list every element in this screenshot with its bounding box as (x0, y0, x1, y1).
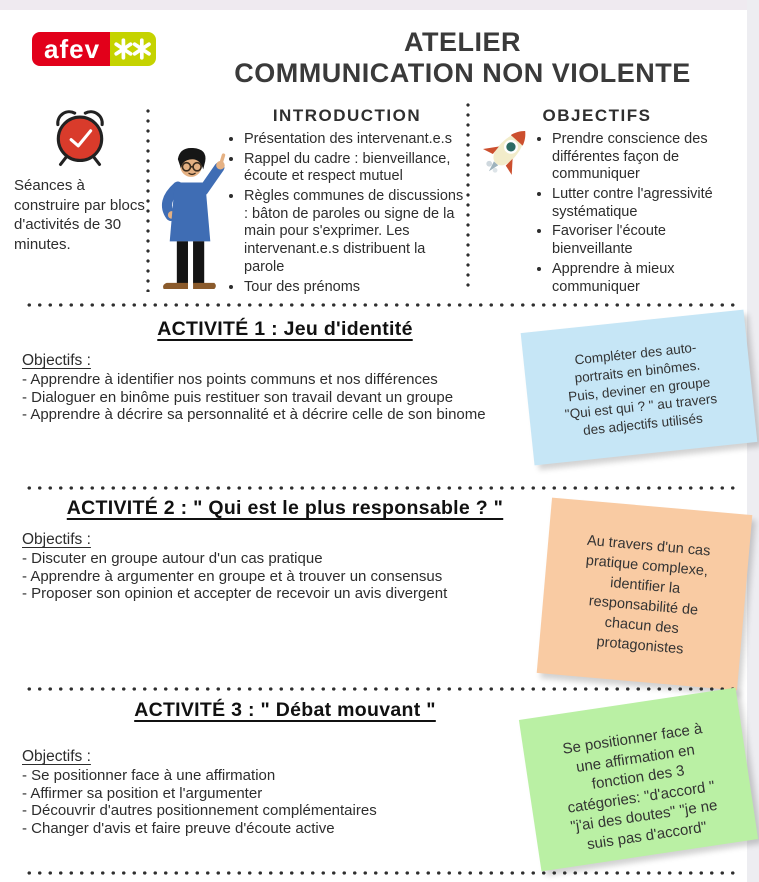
objectifs-column (478, 106, 746, 298)
dotted-separator-right (466, 100, 470, 292)
activity-1-title: ACTIVITÉ 1 : Jeu d'identité (157, 318, 413, 340)
sticky-note-orange (537, 498, 753, 691)
dotted-divider (24, 486, 738, 490)
list-item: • Prendre conscience des différentes façon de communiquer (552, 131, 746, 184)
dotted-divider (24, 871, 738, 875)
page-title-line2: COMMUNICATION NON VIOLENTE (234, 57, 691, 88)
list-item: • Apprendre à mieux communiquer (552, 261, 746, 296)
list-item: • Rappel du cadre : bienveillance, écoute et respect mutuel (244, 151, 468, 186)
list-item: • Favoriser l'écoute bienveillante (552, 223, 746, 258)
objective-line: - Apprendre à argumenter en groupe et à trouver un consensus (22, 567, 443, 585)
activity-2-title: ACTIVITÉ 2 : " Qui est le plus responsable ? " (66, 497, 504, 519)
rocket-icon (480, 120, 538, 178)
afev-logo (32, 32, 156, 66)
objective-line: - Dialoguer en binôme puis restituer son travail devant un groupe (22, 388, 454, 406)
afev-stars-icon (110, 32, 156, 66)
dotted-divider (24, 303, 738, 307)
top-strip (0, 0, 759, 10)
objective-line: - Découvrir d'autres positionnement complémentaires (22, 802, 377, 819)
activity-2-objectives (22, 550, 500, 603)
sticky-note-blue (521, 310, 758, 466)
list-item: • Tour des prénoms (244, 279, 468, 297)
activity-3-section (10, 699, 560, 837)
sticky-note-text: Compléter des auto- portraits en binômes. Puis, deviner en groupe "Qui est qui ? " au travers des adjectifs utilisés (564, 339, 718, 439)
objective-line: - Apprendre à décrire sa personnalité et à décrire celle de son binome (22, 406, 486, 423)
introduction-heading: INTRODUCTION (272, 106, 422, 125)
sticky-note-text: Se positionner face à une affirmation en fonction des 3 catégories: "d'accord " "j'ai des doutes" "je ne suis pas d'accord" (561, 720, 719, 853)
activity-1-objectives (22, 371, 500, 424)
page-title-line1: ATELIER (404, 27, 521, 57)
alarm-clock-icon (49, 106, 111, 168)
afev-logo-text: afev (32, 32, 110, 66)
activity-2-section (10, 497, 560, 603)
objective-line: - Se positionner face à une affirmation (22, 767, 276, 784)
list-item: • Lutter contre l'agressivité systématique (552, 186, 746, 221)
objectifs-heading: OBJECTIFS (542, 106, 652, 125)
man-pointing-up-illustration (147, 146, 231, 295)
schedule-column (14, 106, 146, 254)
dotted-divider (24, 687, 738, 691)
introduction-column (226, 106, 468, 298)
objective-line: - Affirmer sa position et l'argumenter (22, 784, 263, 802)
page-title (180, 27, 745, 89)
objectifs-label: Objectifs : (22, 748, 91, 765)
sticky-note-text: Au travers d'un cas pratique complexe, identifier la responsabilité de chacun des protagonistes (585, 532, 711, 658)
objective-line: - Apprendre à identifier nos points communs et nos différences (22, 371, 438, 388)
activity-1-section (10, 318, 560, 424)
objective-line: - Changer d'avis et faire preuve d'écoute active (22, 819, 335, 837)
list-item: • Règles communes de discussions : bâton de paroles ou signe de la main pour s'exprimer. Les intervenant.e.s distribuent la parole (244, 188, 468, 276)
list-item: • Présentation des intervenant.e.s (244, 131, 468, 149)
objective-line: - Proposer son opinion et accepter de recevoir un avis divergent (22, 585, 448, 602)
objectifs-list (536, 131, 746, 296)
introduction-list (226, 131, 468, 296)
objectifs-label: Objectifs : (22, 531, 91, 548)
activity-3-objectives (22, 767, 500, 837)
sticky-note-green (519, 688, 758, 872)
objectifs-label: Objectifs : (22, 352, 91, 369)
activity-3-title: ACTIVITÉ 3 : " Débat mouvant " (134, 699, 436, 721)
schedule-text: Séances à construire par blocs d'activités de 30 minutes. (14, 177, 145, 253)
objective-line: - Discuter en groupe autour d'un cas pratique (22, 550, 323, 567)
